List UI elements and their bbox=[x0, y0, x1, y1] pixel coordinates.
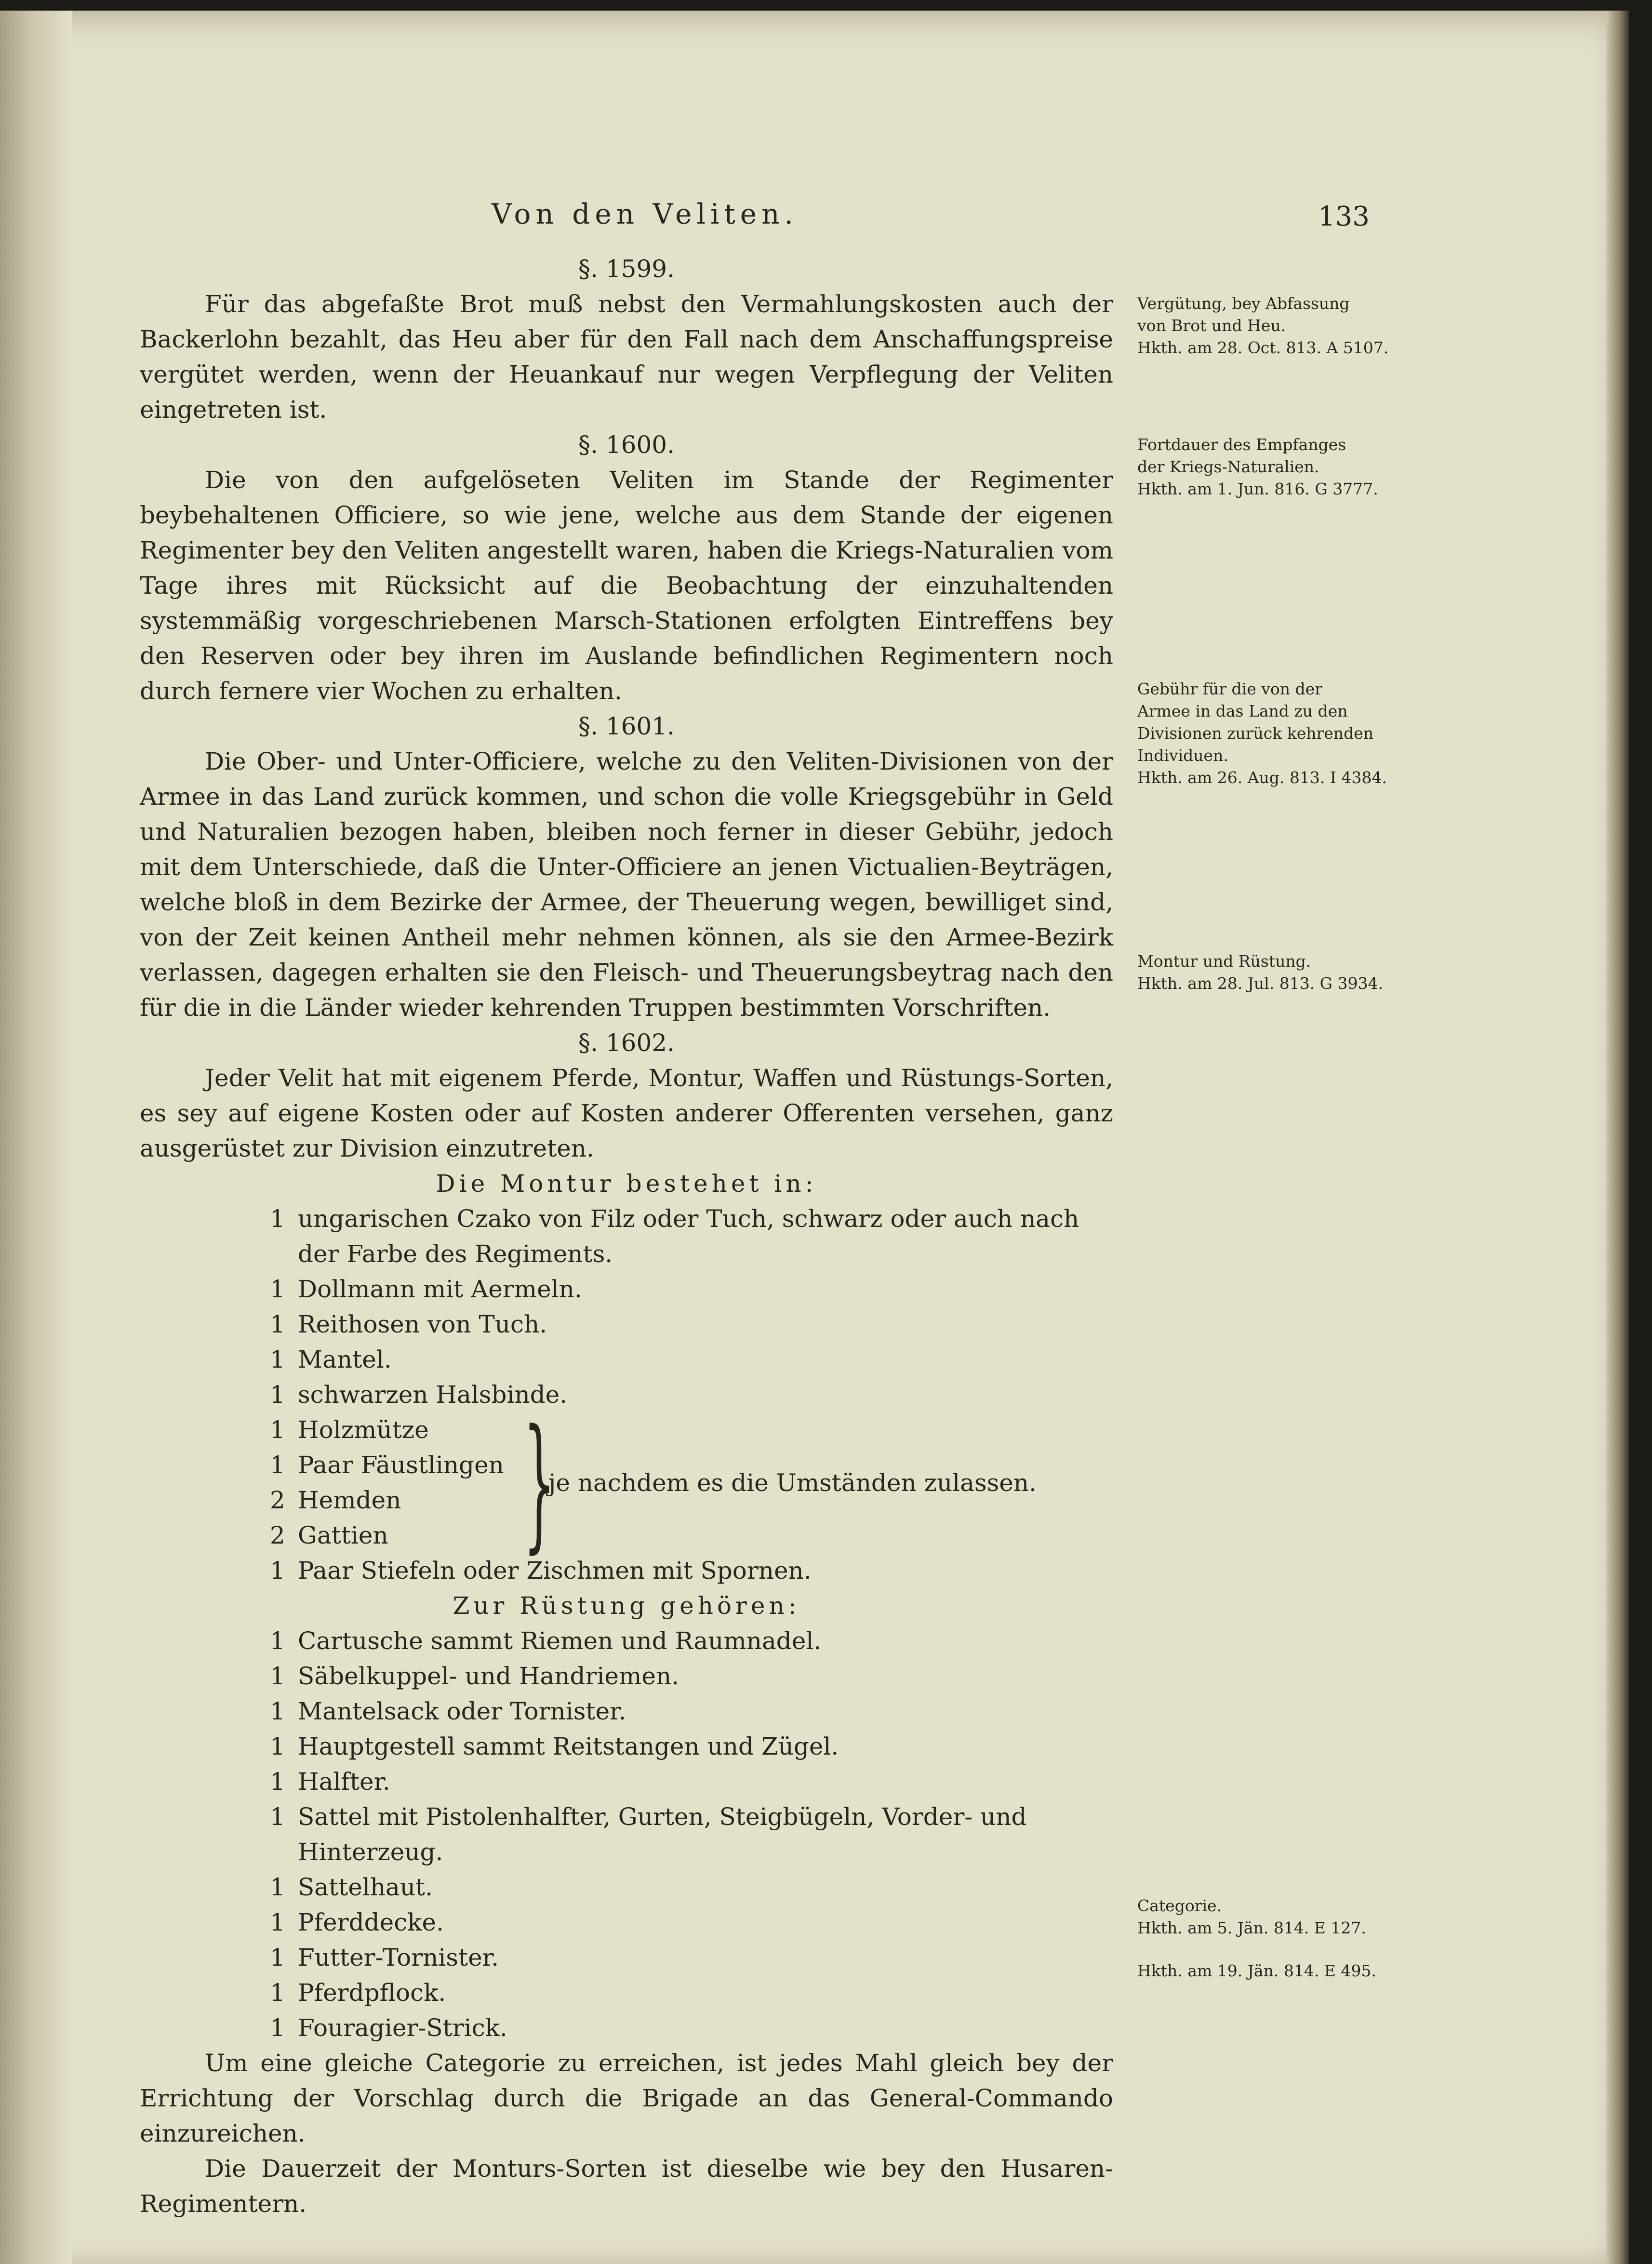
list-item bbox=[270, 1553, 1113, 1588]
list-item bbox=[270, 1799, 1113, 1870]
list-item bbox=[270, 1272, 1113, 1307]
paragraph: Die Dauerzeit der Monturs-Sorten ist dieselbe wie bey den Husaren-Regimentern. bbox=[140, 2155, 1113, 2218]
section-number: §. 1601. bbox=[578, 712, 675, 740]
item-text: Mantelsack oder Tornister. bbox=[298, 1697, 626, 1725]
paragraph: Für das abgefaßte Brot muß nebst den Vermahlungskosten auch der Backerlohn bezahlt, das Heu aber für den Fall nach dem Anschaffungspreise vergütet werden, wenn der Heuankauf nur wegen Verpflegung der Veliten eingetreten ist. bbox=[140, 290, 1113, 424]
list-item bbox=[270, 1729, 1113, 1764]
list-item bbox=[270, 1975, 1113, 2011]
list-item bbox=[270, 1518, 504, 1553]
item-quantity: 1 bbox=[270, 1908, 285, 1936]
margin-note-reference: Hkth. am 28. Jul. 813. G 3934. bbox=[1137, 974, 1384, 993]
margin-note-title: Fortdauer des Empfanges der Kriegs-Naturalien. bbox=[1137, 435, 1346, 476]
curly-brace-icon: } bbox=[523, 1398, 556, 1567]
item-quantity: 1 bbox=[270, 1310, 285, 1338]
montur-list bbox=[140, 1201, 1113, 1588]
item-text: Hauptgestell sammt Reitstangen und Zügel. bbox=[298, 1732, 839, 1760]
item-quantity: 2 bbox=[270, 1486, 285, 1514]
section-number: §. 1600. bbox=[578, 431, 675, 459]
item-text: Hemden bbox=[298, 1486, 401, 1514]
item-text: Holzmütze bbox=[298, 1416, 429, 1444]
ruestung-list bbox=[140, 1624, 1113, 2046]
braced-items bbox=[270, 1412, 504, 1553]
margin-note-reference: Hkth. am 5. Jän. 814. E 127. bbox=[1137, 1918, 1366, 1937]
margin-note bbox=[1137, 293, 1389, 359]
paragraph: Um eine gleiche Categorie zu erreichen, ist jedes Mahl gleich bey der Errichtung der Vorschlag durch die Brigade an das General-Commando einzureichen. bbox=[140, 2049, 1113, 2147]
item-quantity: 1 bbox=[270, 1345, 285, 1373]
paragraph: Die Ober- und Unter-Officiere, welche zu den Veliten-Divisionen von der Armee in das Land zurück kommen, und schon die volle Kriegsgebühr in Geld und Naturalien bezogen haben, bleiben noch ferner in dieser Gebühr, jedoch mit dem Unterschiede, daß die Unter-Officiere an jenen Victualien-Beyträgen, welche bloß in dem Bezirke der Armee, der Theuerung wegen, bewilliget sind, von der Zeit keinen Antheil mehr nehmen können, als sie den Armee-Bezirk verlassen, dagegen erhalten sie den Fleisch- und Theuerungsbeytrag nach den für die in die Länder wieder kehrenden Truppen bestimmten Vorschriften. bbox=[140, 747, 1113, 1022]
list-item bbox=[270, 1764, 1113, 1799]
list-item bbox=[270, 1694, 1113, 1729]
margin-note-title: Categorie. bbox=[1137, 1896, 1222, 1915]
item-text: schwarzen Halsbinde. bbox=[298, 1381, 568, 1409]
item-text: Futter-Tornister. bbox=[298, 1944, 499, 1971]
page-right-edge bbox=[1606, 11, 1629, 2264]
list-item bbox=[270, 1483, 504, 1518]
list-item bbox=[270, 2011, 1113, 2046]
item-quantity: 1 bbox=[270, 1732, 285, 1760]
item-quantity: 1 bbox=[270, 1803, 285, 1831]
item-quantity: 1 bbox=[270, 1205, 285, 1233]
margin-note-reference: Hkth. am 28. Oct. 813. A 5107. bbox=[1137, 338, 1389, 357]
item-quantity: 1 bbox=[270, 1451, 285, 1479]
margin-note-reference: Hkth. am 19. Jän. 814. E 495. bbox=[1137, 1961, 1376, 1980]
brace-note: je nachdem es die Umständen zulassen. bbox=[548, 1468, 1037, 1497]
item-text: Halfter. bbox=[298, 1768, 390, 1796]
item-quantity: 1 bbox=[270, 2014, 285, 2042]
running-header: Von den Veliten. bbox=[492, 198, 798, 230]
ruestung-heading: Zur Rüstung gehören: bbox=[453, 1592, 800, 1620]
item-quantity: 1 bbox=[270, 1381, 285, 1409]
item-text: Säbelkuppel- und Handriemen. bbox=[298, 1662, 679, 1690]
paragraph: Jeder Velit hat mit eigenem Pferde, Montur, Waffen und Rüstungs-Sorten, es sey auf eigene Kosten oder auf Kosten anderer Offerenten versehen, ganz ausgerüstet zur Division einzutreten. bbox=[140, 1064, 1113, 1162]
margin-note-title: Gebühr für die von der Armee in das Land zu den Divisionen zurück kehrenden Individuen. bbox=[1137, 679, 1373, 765]
margin-note bbox=[1137, 1895, 1378, 1939]
margin-note-reference: Hkth. am 26. Aug. 813. I 4384. bbox=[1137, 768, 1387, 787]
item-quantity: 1 bbox=[270, 1275, 285, 1303]
item-text: Gattien bbox=[298, 1521, 388, 1549]
list-item bbox=[270, 1940, 1113, 1975]
margin-note bbox=[1137, 950, 1384, 995]
list-item bbox=[270, 1307, 1113, 1342]
item-quantity: 1 bbox=[270, 1662, 285, 1690]
section-number: §. 1602. bbox=[578, 1029, 675, 1057]
item-quantity: 1 bbox=[270, 1416, 285, 1444]
margin-note bbox=[1137, 434, 1378, 500]
item-quantity: 1 bbox=[270, 1944, 285, 1971]
item-text: Pferdpflock. bbox=[298, 1979, 446, 2007]
paragraph: Die von den aufgelöseten Veliten im Stande der Regimenter beybehaltenen Officiere, so wie jene, welche aus dem Stande der eigenen Regimenter bey den Veliten angestellt waren, haben die Kriegs-Naturalien vom Tage ihres mit Rücksicht auf die Beobachtung der einzuhaltenden systemmäßig vorgeschriebenen Marsch-Stationen erfolgten Eintreffens bey den Reserven oder bey ihren im Auslande befindlichen Regimentern noch durch fernere vier Wochen zu erhalten. bbox=[140, 466, 1113, 705]
montur-heading: Die Montur bestehet in: bbox=[436, 1170, 817, 1198]
section-number: §. 1599. bbox=[578, 255, 675, 283]
braced-item-group bbox=[270, 1398, 1113, 1567]
item-text: Sattel mit Pistolenhalfter, Gurten, Steigbügeln, Vorder- und Hinterzeug. bbox=[298, 1803, 1027, 1866]
item-text: ungarischen Czako von Filz oder Tuch, schwarz oder auch nach der Farbe des Regiments. bbox=[298, 1205, 1079, 1268]
item-text: Paar Stiefeln oder Zischmen mit Spornen. bbox=[298, 1557, 812, 1585]
item-quantity: 1 bbox=[270, 1873, 285, 1901]
item-text: Cartusche sammt Riemen und Raumnadel. bbox=[298, 1627, 822, 1655]
margin-note-title: Montur und Rüstung. bbox=[1137, 952, 1311, 971]
item-quantity: 1 bbox=[270, 1979, 285, 2007]
item-quantity: 2 bbox=[270, 1521, 285, 1549]
margin-note bbox=[1137, 1960, 1378, 1982]
item-quantity: 1 bbox=[270, 1627, 285, 1655]
item-quantity: 1 bbox=[270, 1697, 285, 1725]
item-text: Reithosen von Tuch. bbox=[298, 1310, 547, 1338]
list-item bbox=[270, 1448, 504, 1483]
item-quantity: 1 bbox=[270, 1768, 285, 1796]
list-item bbox=[270, 1905, 1113, 1940]
margin-note-reference: Hkth. am 1. Jun. 816. G 3777. bbox=[1137, 479, 1378, 498]
item-text: Dollmann mit Aermeln. bbox=[298, 1275, 582, 1303]
item-quantity: 1 bbox=[270, 1557, 285, 1585]
item-text: Paar Fäustlingen bbox=[298, 1451, 504, 1479]
page-number: 133 bbox=[1318, 201, 1370, 232]
margin-note-title: Vergütung, bey Abfassung von Brot und Heu. bbox=[1137, 294, 1350, 335]
item-text: Mantel. bbox=[298, 1345, 392, 1373]
page-binding-shadow bbox=[0, 11, 72, 2264]
list-item bbox=[270, 1412, 504, 1448]
book-page bbox=[0, 11, 1629, 2264]
item-text: Fouragier-Strick. bbox=[298, 2014, 507, 2042]
list-item bbox=[270, 1201, 1113, 1272]
main-text bbox=[140, 252, 1113, 2222]
item-text: Pferddecke. bbox=[298, 1908, 444, 1936]
list-item bbox=[270, 1377, 1113, 1412]
list-item bbox=[270, 1659, 1113, 1694]
margin-note bbox=[1137, 678, 1387, 789]
list-item bbox=[270, 1342, 1113, 1377]
list-item bbox=[270, 1870, 1113, 1905]
list-item bbox=[270, 1624, 1113, 1659]
item-text: Sattelhaut. bbox=[298, 1873, 433, 1901]
